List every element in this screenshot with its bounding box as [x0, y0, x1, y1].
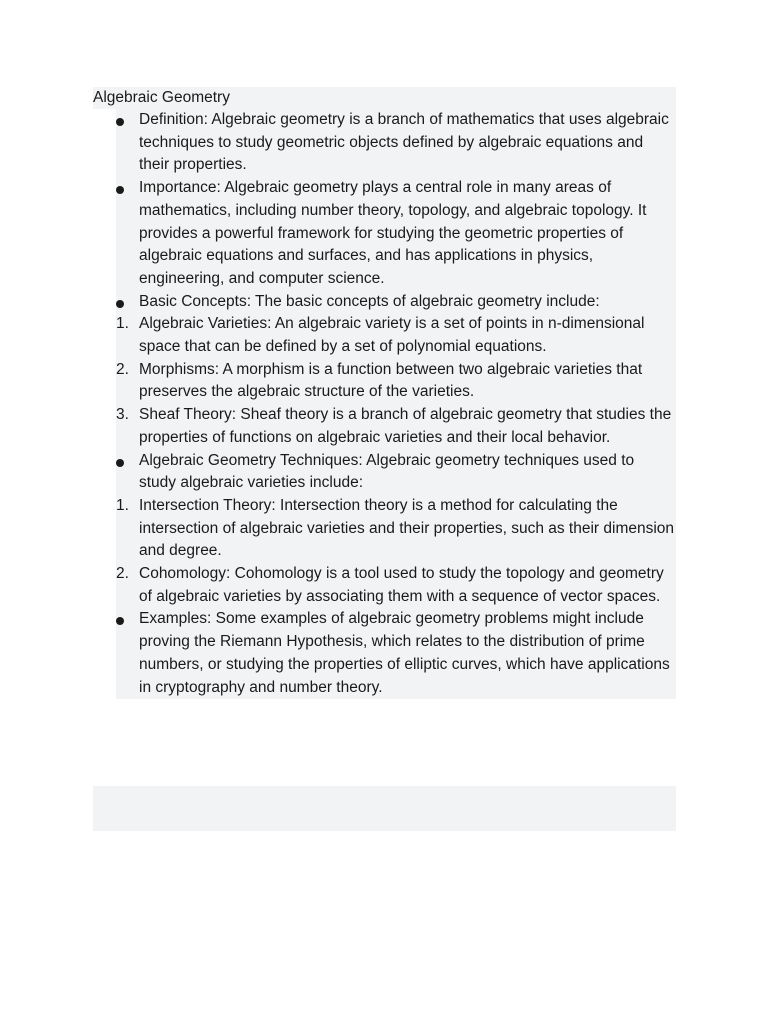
item-text: Sheaf Theory: Sheaf theory is a branch of algebraic geometry that studies the properties of functions on algebraic varieties and their local behavior. — [139, 406, 672, 446]
bullet-item-examples — [116, 608, 676, 699]
numbered-item — [116, 563, 676, 608]
bullet-text: Examples: Some examples of algebraic geometry problems might include proving the Riemann Hypothesis, which relates to the distribution of prime numbers, or studying the properties of elliptic curves, which have applications in cryptography and number theory. — [139, 610, 670, 696]
document-title: Algebraic Geometry — [93, 87, 676, 109]
item-number: 2. — [116, 565, 129, 583]
bullet-text: Algebraic Geometry Techniques: Algebraic geometry techniques used to study algebraic varieties include: — [139, 451, 635, 492]
numbered-item — [116, 313, 676, 358]
numbered-item — [116, 359, 676, 404]
bullet-text: Definition: Algebraic geometry is a branch of mathematics that uses algebraic techniques to study geometric objects defined by algebraic equations and their properties. — [139, 111, 669, 174]
item-text: Cohomology: Cohomology is a tool used to study the topology and geometry of algebraic varieties by associating them with a sequence of vector spaces. — [139, 565, 664, 605]
bullet-icon — [116, 118, 124, 126]
item-number: 2. — [116, 360, 129, 378]
numbered-list-basic-concepts — [93, 313, 676, 449]
item-text: Algebraic Varieties: An algebraic variety is a set of points in n-dimensional space that can be defined by a set of polynomial equations. — [139, 315, 645, 356]
numbered-item — [116, 404, 676, 449]
bullet-icon — [116, 186, 124, 194]
empty-text-block — [93, 786, 676, 831]
bullet-list — [93, 109, 676, 699]
bullet-item-techniques — [116, 450, 676, 495]
item-number: 1. — [116, 496, 129, 514]
bullet-icon — [116, 617, 124, 625]
item-number: 3. — [116, 406, 129, 424]
item-number: 1. — [116, 315, 129, 333]
bullet-item-definition — [116, 109, 676, 177]
numbered-item — [116, 495, 676, 563]
bullet-item-importance — [116, 177, 676, 291]
numbered-list-techniques — [93, 495, 676, 609]
bullet-text: Basic Concepts: The basic concepts of algebraic geometry include: — [139, 292, 600, 310]
bullet-text: Importance: Algebraic geometry plays a central role in many areas of mathematics, including number theory, topology, and algebraic topology. It provides a powerful framework for studying the geometric properties of algebraic equations and surfaces, and has applications in physics, engineering, and computer science. — [139, 179, 647, 287]
bullet-item-basic-concepts — [116, 291, 676, 314]
item-text: Intersection Theory: Intersection theory is a method for calculating the intersection of algebraic varieties and their properties, such as their dimension and degree. — [139, 496, 675, 560]
bullet-icon — [116, 300, 124, 308]
item-text: Morphisms: A morphism is a function between two algebraic varieties that preserves the algebraic structure of the varieties. — [139, 360, 643, 401]
document-body — [93, 87, 676, 699]
bullet-icon — [116, 459, 124, 467]
